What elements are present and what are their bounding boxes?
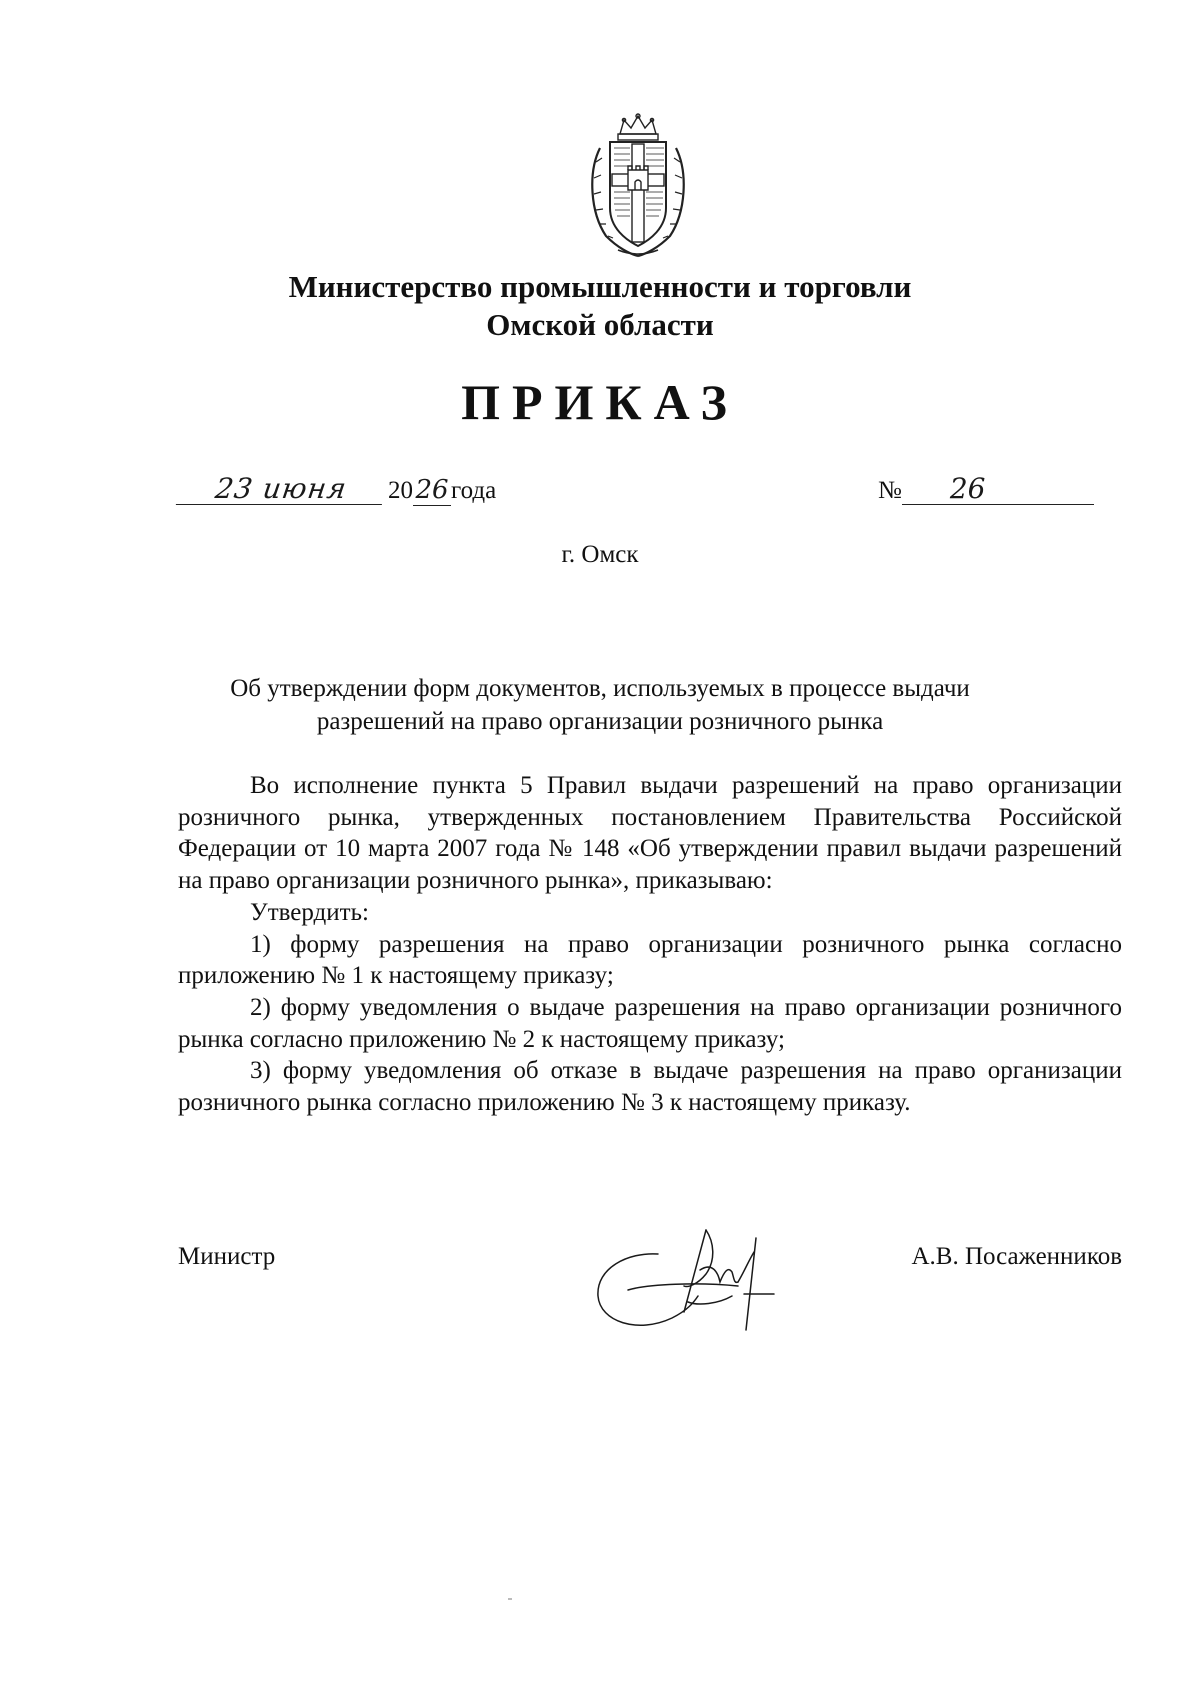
order-body [178, 770, 1122, 1119]
date-year-handwritten: 26 [413, 475, 451, 506]
ministry-name-line2: Омской области [486, 307, 714, 342]
number-value-handwritten: 26 [902, 474, 1094, 505]
coat-of-arms-icon [584, 112, 692, 258]
body-item-2: 2) форму уведомления о выдаче разрешения на право организации розничного рынка согласно приложению № 2 к настоящему приказу; [178, 993, 1122, 1053]
date-year-prefix: 20 [388, 477, 413, 504]
handwritten-signature-icon [588, 1212, 798, 1342]
subject-line2: разрешений на право организации розничного рынка [316, 708, 884, 735]
number-label: № [878, 477, 902, 504]
order-number [878, 474, 1094, 506]
subject-line1: Об утверждении форм документов, используемых в процессе выдачи [230, 675, 970, 702]
order-date [178, 474, 496, 506]
city-name: г. Омск [561, 541, 639, 568]
date-year-suffix: года [451, 477, 497, 504]
signer-title: Министр [178, 1243, 276, 1270]
body-item-3: 3) форму уведомления об отказе в выдаче разрешения на право организации розничного рынка согласно приложению № 3 к настоящему приказу. [178, 1057, 1122, 1117]
body-item-1: 1) форму разрешения на право организации розничного рынка согласно приложению № 1 к настоящему приказу; [178, 930, 1122, 990]
body-paragraph-approve: Утвердить: [250, 898, 369, 926]
ministry-name-line1: Министерство промышленности и торговли [288, 269, 912, 304]
scan-artifact [508, 1598, 512, 1600]
document-type-title: ПРИКАЗ [461, 374, 739, 430]
body-paragraph-preamble: Во исполнение пункта 5 Правил выдачи разрешений на право организации розничного рынка, утвержденных постановлением Правительства Российской Федерации от 10 марта 2007 года № 148 «Об утверждении правил выдачи разрешений на право организации розничного рынка», приказываю: [178, 772, 1122, 895]
date-day-month-handwritten: 23 июня [176, 474, 386, 505]
signer-name: А.В. Посаженников [911, 1243, 1122, 1270]
